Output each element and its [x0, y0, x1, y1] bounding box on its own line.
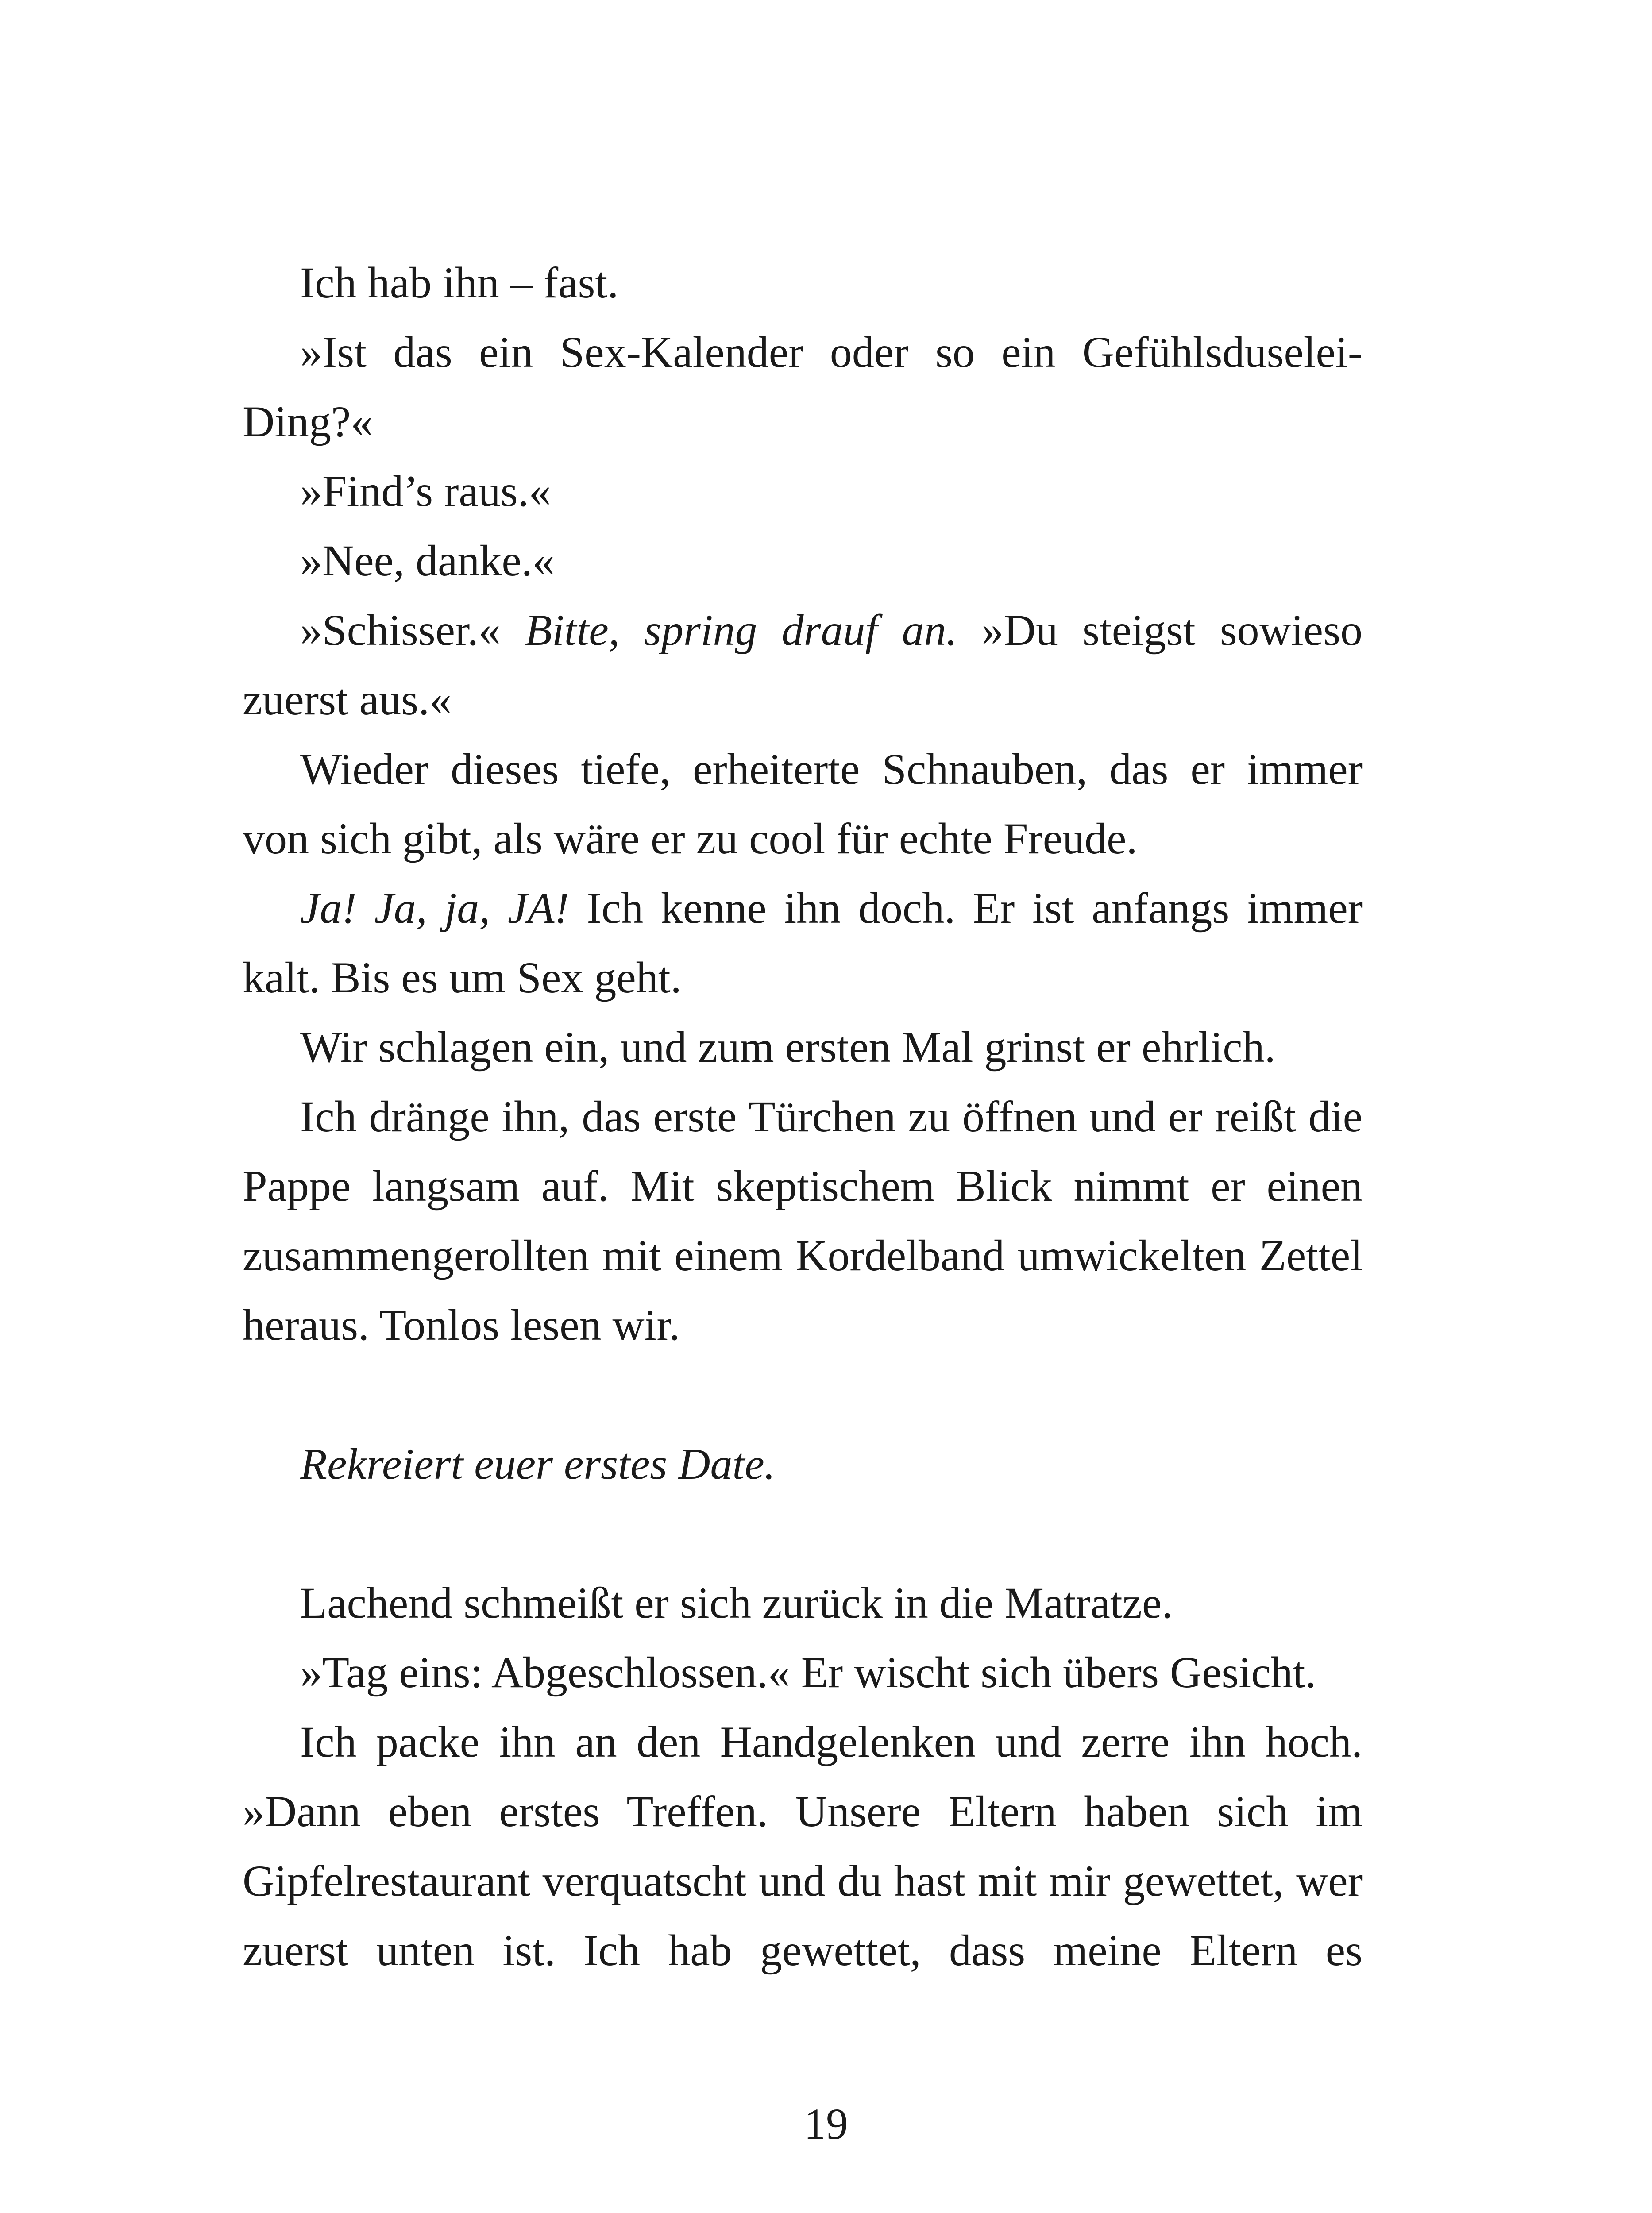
text-run: »Ist das ein Sex-Kalender oder so ein Gefühlsduselei-Ding?« [243, 328, 1363, 446]
italic-text: Bitte, spring drauf an. [525, 605, 957, 655]
text-run: Ich hab ihn – fast. [300, 258, 619, 307]
paragraph [243, 1012, 1363, 1082]
text-run: Ich kenne ihn doch. Er ist anfangs immer kalt. Bis es um Sex geht. [243, 883, 1363, 1002]
paragraph [243, 317, 1363, 456]
paragraph [243, 595, 1363, 734]
paragraph [243, 526, 1363, 595]
paragraph [243, 1707, 1363, 1985]
italic-text: Ja! Ja, ja, JA! [300, 883, 569, 933]
text-run: Wir schlagen ein, und zum ersten Mal grinst er ehrlich. [300, 1022, 1276, 1072]
paragraph [243, 456, 1363, 526]
italic-text: Rekreiert euer erstes Date. [300, 1439, 776, 1488]
text-run: Wieder dieses tiefe, erheiterte Schnauben, das er immer von sich gibt, als wäre er zu cool für echte Freude. [243, 744, 1363, 863]
paragraph-gap [243, 1360, 1363, 1429]
paragraph [243, 248, 1363, 317]
paragraph [243, 1429, 1363, 1499]
text-run: »Nee, danke.« [300, 536, 555, 585]
text-run: Ich dränge ihn, das erste Türchen zu öffnen und er reißt die Pappe langsam auf. Mit skeptischem Blick nimmt er einen zusammengerollten mit einem Kordelband umwickelten Zettel heraus. Tonlos lesen wir. [243, 1092, 1363, 1349]
text-run: »Find’s raus.« [300, 467, 551, 516]
paragraph [243, 734, 1363, 873]
paragraph-gap [243, 1499, 1363, 1568]
paragraph [243, 1082, 1363, 1360]
text-run: »Du steigst sowieso zuerst aus.« [243, 605, 1363, 724]
paragraph [243, 1568, 1363, 1638]
text-run: Ich packe ihn an den Handgelenken und zerre ihn hoch. »Dann eben erstes Treffen. Unsere Eltern haben sich im Gipfelrestaurant verquatscht und du hast mit mir gewettet, wer zuerst unten ist. Ich hab gewettet, dass meine Eltern es [243, 1717, 1363, 1975]
page-number: 19 [804, 2099, 848, 2148]
text-run: »Tag eins: Abgeschlossen.« Er wischt sich übers Gesicht. [300, 1648, 1316, 1697]
text-run: Lachend schmeißt er sich zurück in die Matratze. [300, 1578, 1173, 1627]
paragraph [243, 873, 1363, 1012]
text-run: »Schisser.« [300, 605, 525, 655]
paragraph [243, 1638, 1363, 1707]
body-text [243, 248, 1363, 1985]
